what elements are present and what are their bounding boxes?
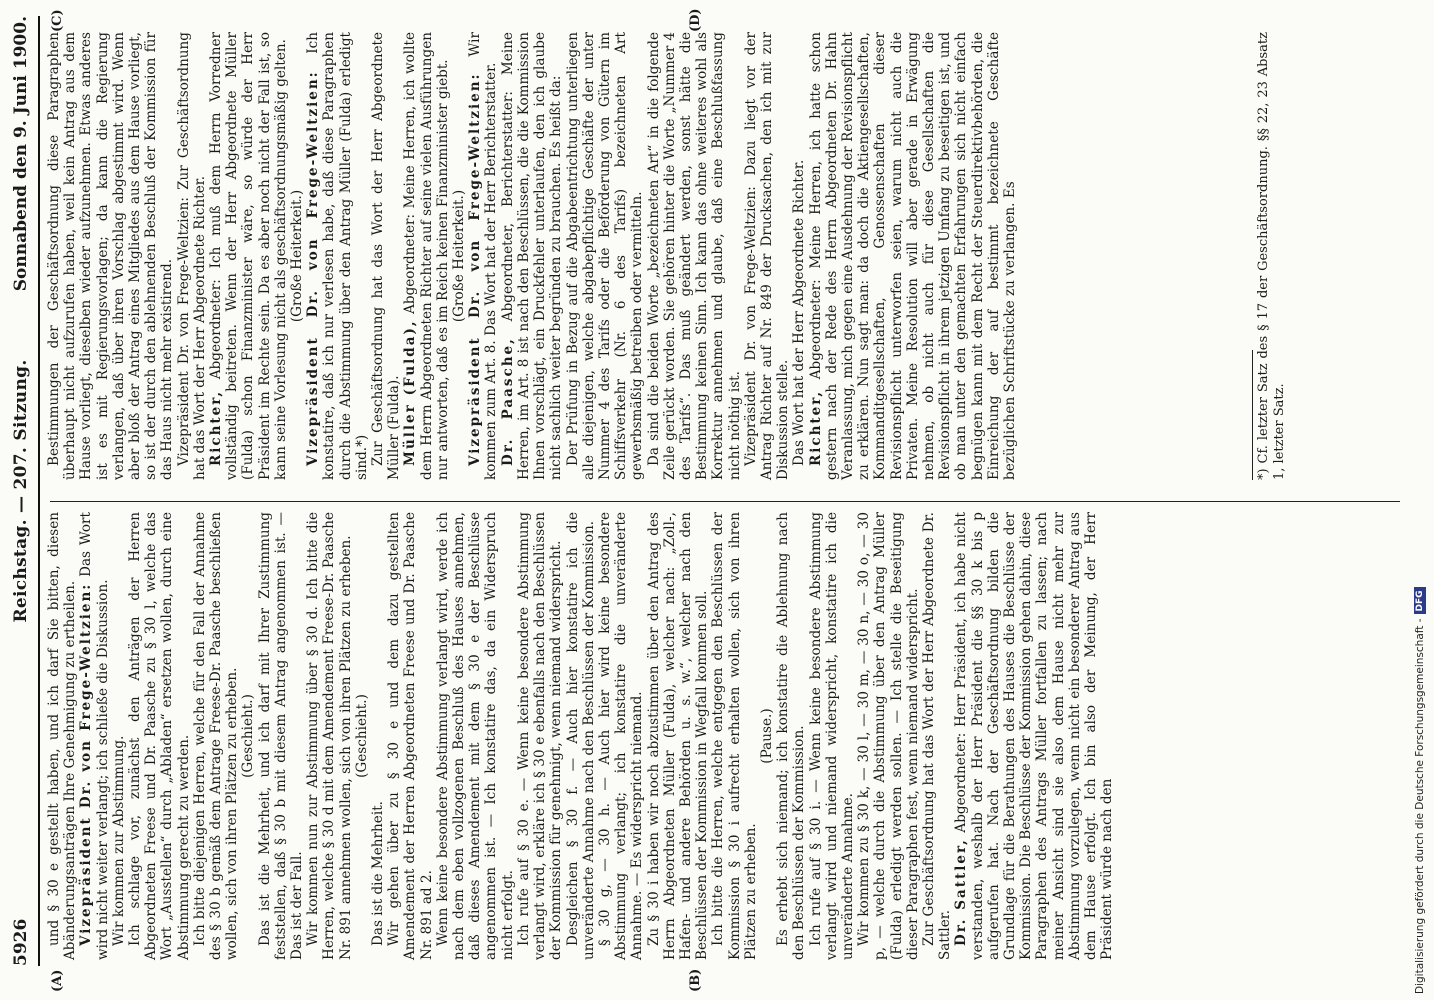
paragraph: [921, 512, 953, 960]
paragraph-text: (Pause.): [758, 708, 775, 764]
paragraph: [111, 512, 127, 960]
paragraph: [646, 32, 743, 480]
page-header: [6, 16, 36, 966]
paragraph-text: Wir kommen nun zur Abstimmung über § 30 d. Ich bitte die Herren, welche § 30 d mit dem Amendement Freese-Dr. Paasche Nr. 891 annehmen wollen, sich von ihren Plätzen zu erheben.: [305, 512, 354, 960]
speaker-name: Vizepräsident Dr. von Frege-Weltzien:: [78, 582, 95, 946]
paragraph-text: (Große Heiterkeit.): [289, 189, 306, 323]
paragraph: [402, 32, 451, 480]
paragraph-text: Wir kommen zu § 30 k, — 30 l, — 30 m, — 30 n, — 30 o, — 30 p, — welche durch die Abstimmung über den Antrag Müller (Fulda) erledigt werden sollen. — Ich stelle die Beseitigung dieser Paragraphen fest, wenn niemand widerspricht.: [856, 512, 921, 960]
footnote-rule: [1252, 350, 1253, 480]
paragraph: [565, 32, 646, 480]
dfg-logo: DFG: [1414, 587, 1426, 614]
paragraph: [856, 512, 921, 960]
paragraph-text: Ich bitte die Herren, welche entgegen den Beschlüssen der Kommission § 30 i aufrecht erhalten wollen, sich von ihren Plätzen zu erheben.: [710, 512, 759, 960]
paragraph: [192, 512, 241, 960]
left-text-column: [46, 512, 1115, 960]
column-divider: [50, 501, 1400, 502]
paragraph-text: Desgleichen § 30 f. — Auch hier konstatire ich die unveränderte Annahme nach den Beschlüssen der Kommission.: [564, 512, 597, 960]
paragraph: [646, 512, 711, 960]
margin-mark-b: (B): [688, 968, 703, 992]
paragraph-text: Wir gehen über zu § 30 e und dem dazu gestellten Amendement der Herren Abgeordneten Freese und Dr. Paasche Nr. 891 ad 2.: [386, 512, 435, 960]
margin-mark-c: (C): [50, 9, 65, 32]
paragraph-text: Ich konstatire, daß ich nur verlesen habe, daß diese Paragraphen durch die Abstimmung über den Antrag Müller (Fulda) erledigt sind.*): [305, 32, 370, 480]
paragraph-text: (Geschieht.): [353, 694, 370, 778]
credit-text: Digitalisierung gefördert durch die Deutsche Forschungsgemeinschaft -: [1414, 618, 1426, 994]
paragraph-text: (Geschieht.): [240, 694, 257, 778]
stage-direction: [354, 512, 370, 960]
paragraph: [370, 32, 402, 480]
paragraph: [808, 512, 857, 960]
paragraph-text: Ich bitte diejenigen Herren, welche für den Fall der Annahme des § 30 b gemäß dem Antrage Freese-Dr. Paasche beschließen wollen, sich von ihren Plätzen zu erheben.: [191, 512, 241, 960]
paragraph-text: und § 30 e gestellt haben, und ich darf Sie bitten, diesen Abänderungsanträgen Ihre Genehmigung zu ertheilen.: [46, 512, 79, 960]
paragraph: [176, 32, 208, 480]
paragraph-text: Es erhebt sich niemand; ich konstatire die Ablehnung nach den Beschlüssen der Kommission.: [775, 512, 808, 960]
paragraph-text: Ich rufe auf § 30 i. — Wenn keine besondere Abstimmung verlangt wird und niemand widerspricht, konstatire ich die unveränderte Annahme.: [807, 512, 856, 960]
paragraph-text: Zur Geschäftsordnung hat das Wort der Herr Abgeordnete Dr. Sattler.: [920, 512, 954, 960]
header-rule: [38, 16, 40, 966]
stage-direction: [451, 32, 467, 480]
speaker-name: Richter,: [807, 389, 824, 466]
stage-direction: [289, 32, 305, 480]
speaker-name: Richter,: [208, 389, 225, 466]
paragraph-text: Zu § 30 i haben wir noch abzustimmen über den Antrag des Herrn Abgeordneten Müller (Fulda), welcher nach: „Zoll-, Hafen- und andere Behörden u. s. w.“, welcher nach den Beschlüssen der Kommission in Wegfall kommen soll.: [645, 512, 711, 960]
speaker-name: Vizepräsident Dr. von Frege-Weltzien:: [305, 70, 322, 466]
session-date: Sonnabend den 9. Juni 1900.: [11, 16, 31, 292]
paragraph-text: Wir kommen zum Art. 8. Das Wort hat der Herr Berichterstatter.: [467, 32, 500, 480]
paragraph-text: Da sind die beiden Worte „bezeichneten Art“ in die folgende Zeile gerückt worden. Sie gehören hinter die Worte „Nummer 4 des Tarifs“. Das muß geändert werden, sonst hätte die Bestimmung keinen Sinn. Ich kann das ohne weiteres wohl als Korrektur annehmen und glaube, daß eine Beschlußfassung nicht nöthig ist.: [645, 32, 743, 480]
paragraph-text: Vizepräsident Dr. von Frege-Weltzien: Dazu liegt vor der Antrag Richter auf Nr. 849 der Drucksachen, den ich mit zur Diskussion stelle.: [742, 32, 792, 480]
paragraph-text: Abgeordneter: Meine Herren, ich hatte schon gestern nach der Rede des Herrn Abgeordneten Dr. Hahn Veranlassung, mich gegen eine Ausdehnung der Revisionspflicht zu erklären. Nun sagt man: da doch die Aktiengesellschaften, Kommanditgesellschaften, Genossenschaften dieser Revisionspflicht unterworfen seien, warum nicht auch die Privaten. Meine Resolution will aber gerade in Erwägung nehmen, ob nicht auch für diese Gesellschaften die Revisionspflicht in ihrem jetzigen Umfang zu beseitigen ist, und ob man unter den gemachten Erfahrungen sich nicht einfach begnügen kann mit dem Recht der Steuerdirektivbehörden, die Einreichung der auf bestimmt bezeichnete Geschäfte bezüglichen Schriftstücke zu verlangen. Es: [807, 32, 1018, 480]
paragraph: [386, 512, 435, 960]
paragraph-text: Ich rufe auf § 30 e. — Wenn keine besondere Abstimmung verlangt wird, erkläre ich § 30 e ebenfalls nach den Beschlüssen der Kommission für genehmigt, wenn niemand widerspricht.: [515, 512, 565, 960]
speaker-name: Dr. Sattler,: [953, 838, 970, 946]
footnote: *) Cf. letzter Satz des § 17 der Geschäftsordnung. §§ 22, 23 Absatz 1, letzter Satz.: [1256, 32, 1287, 480]
paragraph: [500, 32, 565, 480]
paragraph: [597, 512, 646, 960]
paragraph: [46, 32, 176, 480]
running-title: Reichstag. — 207. Sitzung.: [11, 359, 31, 623]
speaker-name: Vizepräsident Dr. von Frege-Weltzien:: [467, 72, 484, 466]
paragraph-text: Abgeordneter: Meine Herren, ich wollte dem Herrn Abgeordneten Richter auf seine vielen Ausführungen nur antworten, daß es im Reich keinen Finanzminister giebt.: [402, 31, 451, 480]
right-text-column: [46, 32, 1018, 480]
paragraph-text: Abgeordneter, Berichterstatter: Meine Herren, im Art. 8 ist nach den Beschlüssen, die die Kommission Ihnen vorschlägt, ein Druckfehler unterlaufen, den ich glaube nicht sachlich weiter begründen zu brauchen. Es heißt da:: [499, 32, 565, 480]
paragraph: [257, 512, 306, 960]
paragraph-text: Der Prüfung in Bezug auf die Abgabeentrichtung unterliegen alle diejenigen, welche abgabepflichtige Geschäfte der unter Nummer 4 des Tarifs oder die Beförderung von Gütern im Schiffsverkehr (Nr. 6 des Tarifs) bezeichneten Art gewerbsmäßig betreiben oder vermitteln.: [564, 32, 646, 480]
paragraph-text: Zur Geschäftsordnung hat das Wort der Herr Abgeordnete Müller (Fulda).: [370, 32, 403, 480]
speaker-name: Müller (Fulda),: [402, 319, 419, 466]
paragraph-text: Wir kommen zur Abstimmung.: [110, 735, 127, 946]
paragraph: [516, 512, 565, 960]
paragraph: [435, 512, 516, 960]
paragraph-text: Wenn keine besondere Abstimmung verlangt wird, werde ich nach dem eben vollzogenen Beschluß des Hauses annehmen, daß dieses Amendement mit dem § 30 e der Beschlüsse angenommen ist. — Ich konstatire das, da ein Widerspruch nicht erfolgt.: [434, 512, 516, 960]
paragraph: [46, 512, 78, 960]
paragraph-text: Das Wort wird nicht weiter verlangt; ich schließe die Diskussion.: [78, 512, 111, 960]
paragraph-text: Abgeordneter: Herr Präsident, ich habe nicht verstanden, weshalb der Herr Präsident die §§ 30 k bis p aufgerufen hat. Nach der Geschäftsordnung bilden die Grundlage für die Berathungen des Hauses die Beschlüsse der Kommission. Die Beschlüsse der Kommission gehen dahin, diese Paragraphen des Antrags Müller fortfallen zu lassen; nach meiner Ansicht sind sie also dem Hause nicht mehr zur Abstimmung vorzulegen, wenn nicht ein besonderer Antrag aus dem Hause erfolgt. Ich bin also der Meinung, der Herr Präsident würde nach den: [953, 512, 1116, 960]
margin-mark-d: (D): [688, 8, 703, 32]
paragraph-text: Vizepräsident Dr. von Frege-Weltzien: Zur Geschäftsordnung hat das Wort der Herr Abgeordnete Richter.: [175, 32, 208, 480]
paragraph-text: Abgeordneter: Ich muß dem Herrn Vorredner vollständig beitreten. Wenn der Herr Abgeordnete Müller (Fulda) schon Finanzminister wäre, so würde der Herr Präsident im Rechte sein. Da es aber noch nicht der Fall ist, so kann seine Vorlesung nicht als geschäftsordnungsmäßig gelten.: [208, 32, 289, 480]
paragraph: [565, 512, 597, 960]
paragraph: [808, 32, 1019, 480]
paragraph-text: Ich schlage vor, zunächst den Anträgen der Herren Abgeordneten Freese und Dr. Paasche zu § 30 l, welche das Wort „Ausstellen“ durch „Abladen“ ersetzen wollen, durch eine Abstimmung gerecht zu werden.: [127, 512, 192, 960]
paragraph-text: § 30 g, — 30 h. — Auch hier wird keine besondere Abstimmung verlangt; ich konstatire die unveränderte Annahme. — Es widerspricht niemand.: [596, 512, 646, 960]
paragraph: [208, 32, 289, 480]
paragraph: [305, 32, 370, 480]
paragraph: [953, 512, 1115, 960]
paragraph-text: Das ist die Mehrheit.: [370, 800, 387, 946]
speaker-name: Dr. Paasche,: [499, 337, 516, 466]
paragraph-text: Bestimmungen der Geschäftsordnung diese Paragraphen überhaupt nicht aufzurufen haben, weil kein Antrag aus dem Hause vorliegt, dieselben wieder aufzunehmen. Etwas anderes ist es mit Regierungsvorlagen; da kann die Regierung verlangen, daß über ihren Vorschlag abgestimmt wird. Wenn aber bloß der Antrag eines Mitgliedes aus dem Hause vorliegt, so ist der durch den ablehnenden Beschluß der Kommission für das Haus nicht mehr existirend.: [46, 32, 176, 480]
stage-direction: [240, 512, 256, 960]
digitization-credit: [1411, 4, 1429, 994]
paragraph: [743, 32, 792, 480]
page-number: 5926: [11, 918, 31, 966]
paragraph: [710, 512, 759, 960]
paragraph: [791, 32, 807, 480]
paragraph: [370, 512, 386, 960]
paragraph-text: (Große Heiterkeit.): [451, 189, 468, 323]
paragraph: [78, 512, 110, 960]
paragraph: [305, 512, 354, 960]
margin-mark-a: (A): [50, 969, 65, 992]
paragraph: [127, 512, 192, 960]
paragraph-text: Das ist die Mehrheit, und ich darf mit Ihrer Zustimmung feststellen, daß § 30 b mit diesem Antrag angenommen ist. — Das ist der Fall.: [256, 512, 306, 960]
paragraph: [467, 32, 499, 480]
stage-direction: [759, 512, 775, 960]
paragraph: [775, 512, 807, 960]
paragraph-text: Das Wort hat der Herr Abgeordnete Richter.: [791, 159, 808, 466]
